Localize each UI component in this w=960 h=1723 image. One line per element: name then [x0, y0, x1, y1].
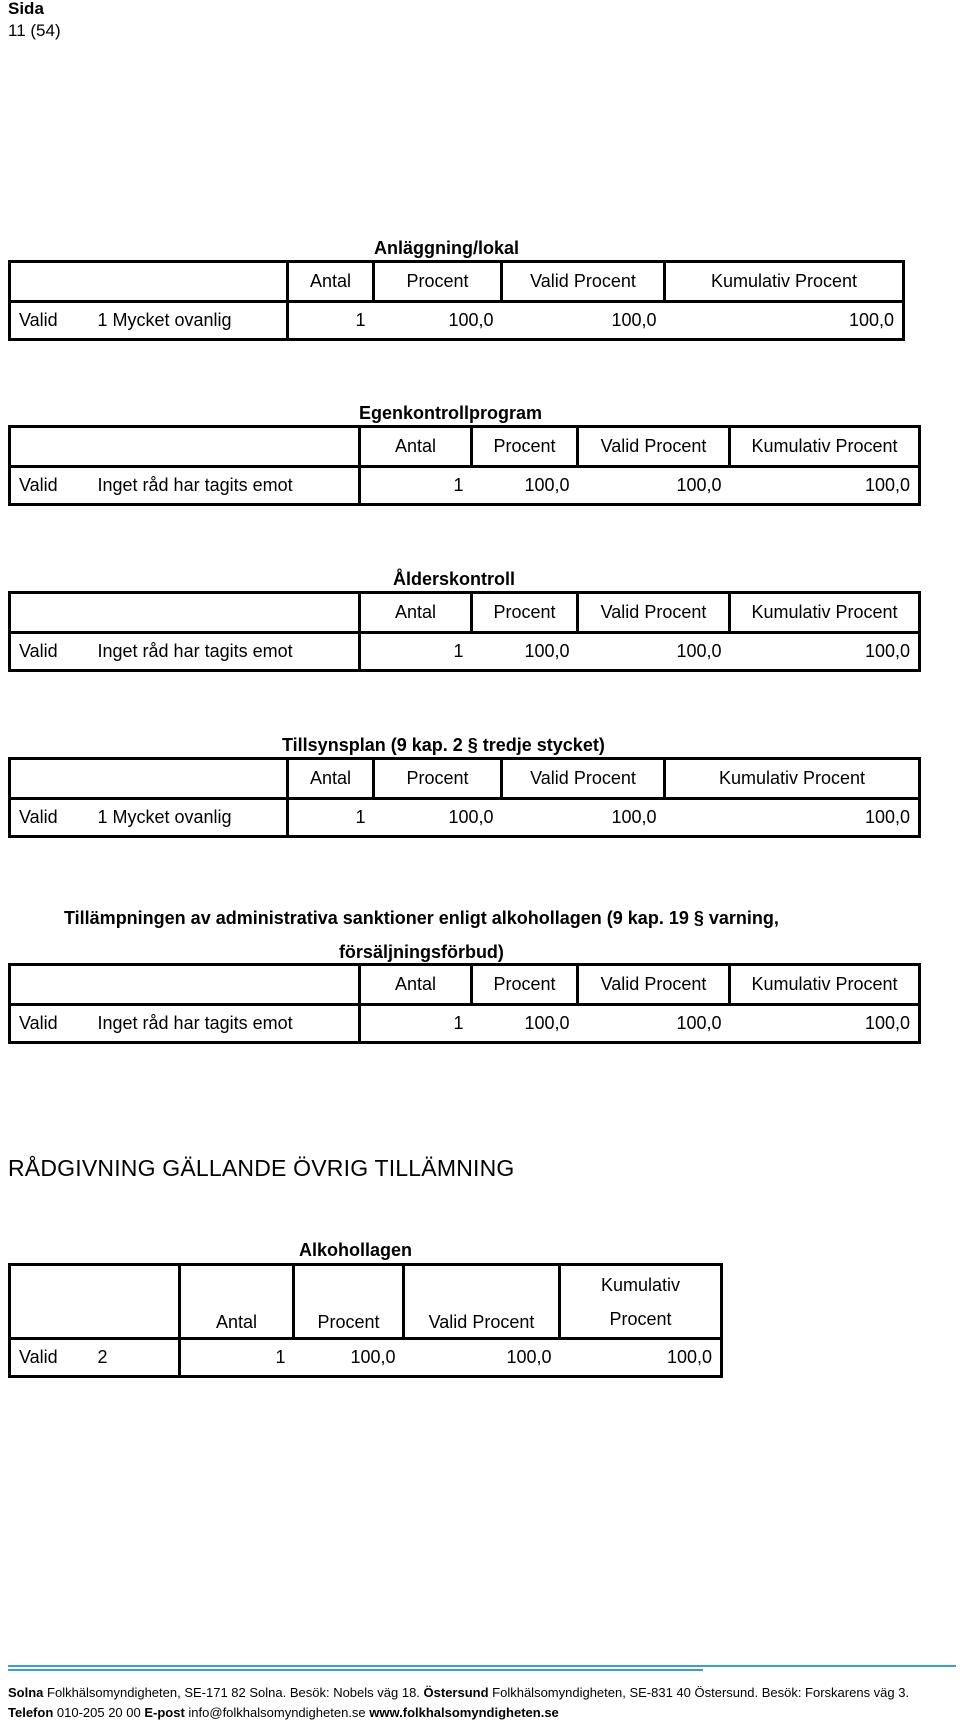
cell-antal: 1 [288, 799, 374, 837]
cell-valid-procent: 100,0 [578, 467, 730, 505]
cell-antal: 1 [180, 1339, 294, 1377]
footer-line-contact [8, 1703, 909, 1723]
col-procent: Procent [374, 759, 502, 799]
cell-procent: 100,0 [472, 633, 578, 671]
table-header-row [10, 262, 904, 302]
row-label: Inget råd har tagits emot [90, 467, 360, 505]
cell-procent: 100,0 [472, 1005, 578, 1043]
col-valid-procent: Valid Procent [404, 1265, 560, 1339]
footer-telefon-label: Telefon [8, 1705, 54, 1720]
cell-valid-procent: 100,0 [502, 799, 665, 837]
paragraph-symbol: § [467, 735, 478, 755]
col-antal: Antal [180, 1265, 294, 1339]
page-number: 11 (54) [8, 21, 61, 40]
col-antal: Antal [288, 759, 374, 799]
table-egenkontroll [8, 425, 921, 506]
table-title-alderskontroll: Ålderskontroll [393, 569, 516, 589]
table-title-anlaggning: Anläggning/lokal [374, 238, 520, 258]
footer-divider [8, 1665, 956, 1667]
cell-kumulativ-procent: 100,0 [665, 302, 904, 340]
row-group-label: Valid [10, 1005, 90, 1043]
title-text-start: Tillämpningen av administrativa sanktioner enligt alkohollagen (9 kap. 19 [64, 908, 694, 928]
footer [8, 1683, 909, 1723]
col-kumulativ-procent: Kumulativ Procent [730, 965, 920, 1005]
section-heading: RÅDGIVNING GÄLLANDE ÖVRIG TILLÄMNING [8, 1155, 515, 1181]
footer-website-link[interactable]: www.folkhalsomyndigheten.se [369, 1705, 559, 1720]
table-row [10, 467, 920, 505]
col-valid-procent: Valid Procent [578, 427, 730, 467]
col-valid-procent: Valid Procent [578, 593, 730, 633]
cell-antal: 1 [360, 1005, 472, 1043]
title-text-start: Tillsynsplan (9 kap. 2 [282, 735, 468, 755]
table-header-row [10, 759, 920, 799]
cell-procent: 100,0 [472, 467, 578, 505]
cell-procent: 100,0 [294, 1339, 404, 1377]
footer-ostersund-label: Östersund [423, 1685, 489, 1700]
col-valid-procent: Valid Procent [502, 759, 665, 799]
table-header-row [10, 1265, 722, 1339]
title-line-2: försäljningsförbud) [338, 942, 504, 962]
cell-kumulativ-procent: 100,0 [560, 1339, 722, 1377]
footer-ostersund-address: Folkhälsomyndigheten, SE-831 40 Östersund. Besök: Forskarens väg 3. [488, 1685, 910, 1700]
table-alkohollagen [8, 1263, 723, 1378]
cell-kumulativ-procent: 100,0 [730, 1005, 920, 1043]
paragraph-symbol: § [693, 908, 704, 928]
col-kumulativ-procent: Kumulativ Procent [665, 262, 904, 302]
title-line-1 [64, 901, 779, 935]
col-procent: Procent [472, 965, 578, 1005]
table-title-egenkontroll: Egenkontrollprogram [359, 403, 543, 423]
footer-email-link[interactable]: info@folkhalsomyndigheten.se [184, 1705, 370, 1720]
cell-kumulativ-procent: 100,0 [730, 467, 920, 505]
page-label: Sida [8, 0, 44, 18]
footer-divider-short [8, 1669, 703, 1671]
table-tillsynsplan [8, 757, 921, 838]
table-alderskontroll [8, 591, 921, 672]
col-procent: Procent [472, 593, 578, 633]
col-kumulativ-procent: Kumulativ Procent [730, 427, 920, 467]
title-text-end: tredje stycket) [477, 735, 605, 755]
table-title-tillampningen [64, 901, 779, 969]
row-label: Inget råd har tagits emot [90, 633, 360, 671]
page-header [8, 0, 61, 42]
row-group-label: Valid [10, 799, 90, 837]
cell-procent: 100,0 [374, 302, 502, 340]
cell-valid-procent: 100,0 [404, 1339, 560, 1377]
col-antal: Antal [288, 262, 374, 302]
col-kumulativ-procent: Kumulativ Procent [730, 593, 920, 633]
col-valid-procent: Valid Procent [502, 262, 665, 302]
cell-kumulativ-procent: 100,0 [730, 633, 920, 671]
col-valid-procent: Valid Procent [578, 965, 730, 1005]
table-anlaggning [8, 260, 905, 341]
row-group-label: Valid [10, 467, 90, 505]
col-kumulativ-line-2: Procent [609, 1308, 672, 1329]
table-row [10, 633, 920, 671]
footer-line-addresses [8, 1683, 909, 1703]
footer-telefon: 010-205 20 00 [53, 1705, 145, 1720]
cell-kumulativ-procent: 100,0 [665, 799, 920, 837]
footer-solna-label: Solna [8, 1685, 44, 1700]
row-group-label: Valid [10, 302, 90, 340]
row-label: 1 Mycket ovanlig [90, 302, 288, 340]
row-label: 2 [90, 1339, 180, 1377]
table-row [10, 799, 920, 837]
footer-solna-address: Folkhälsomyndigheten, SE-171 82 Solna. Besök: Nobels väg 18. [43, 1685, 424, 1700]
col-kumulativ-line-1: Kumulativ [600, 1274, 681, 1295]
col-procent: Procent [374, 262, 502, 302]
col-antal: Antal [360, 427, 472, 467]
table-row [10, 1005, 920, 1043]
table-title-tillsynsplan [282, 735, 605, 756]
col-kumulativ-procent [560, 1265, 722, 1339]
cell-antal: 1 [360, 467, 472, 505]
col-antal: Antal [360, 965, 472, 1005]
cell-procent: 100,0 [374, 799, 502, 837]
table-tillampningen [8, 963, 921, 1044]
cell-antal: 1 [360, 633, 472, 671]
col-procent: Procent [294, 1265, 404, 1339]
row-label: Inget råd har tagits emot [90, 1005, 360, 1043]
table-header-row [10, 965, 920, 1005]
table-header-row [10, 427, 920, 467]
footer-epost-label: E-post [144, 1705, 185, 1720]
table-row [10, 302, 904, 340]
cell-valid-procent: 100,0 [502, 302, 665, 340]
row-group-label: Valid [10, 1339, 90, 1377]
row-group-label: Valid [10, 633, 90, 671]
table-header-row [10, 593, 920, 633]
cell-antal: 1 [288, 302, 374, 340]
table-row [10, 1339, 722, 1377]
title-text-end: varning, [703, 908, 779, 928]
col-procent: Procent [472, 427, 578, 467]
cell-valid-procent: 100,0 [578, 1005, 730, 1043]
row-label: 1 Mycket ovanlig [90, 799, 288, 837]
col-kumulativ-procent: Kumulativ Procent [665, 759, 920, 799]
table-title-alkohollagen: Alkohollagen [299, 1240, 413, 1260]
col-antal: Antal [360, 593, 472, 633]
cell-valid-procent: 100,0 [578, 633, 730, 671]
